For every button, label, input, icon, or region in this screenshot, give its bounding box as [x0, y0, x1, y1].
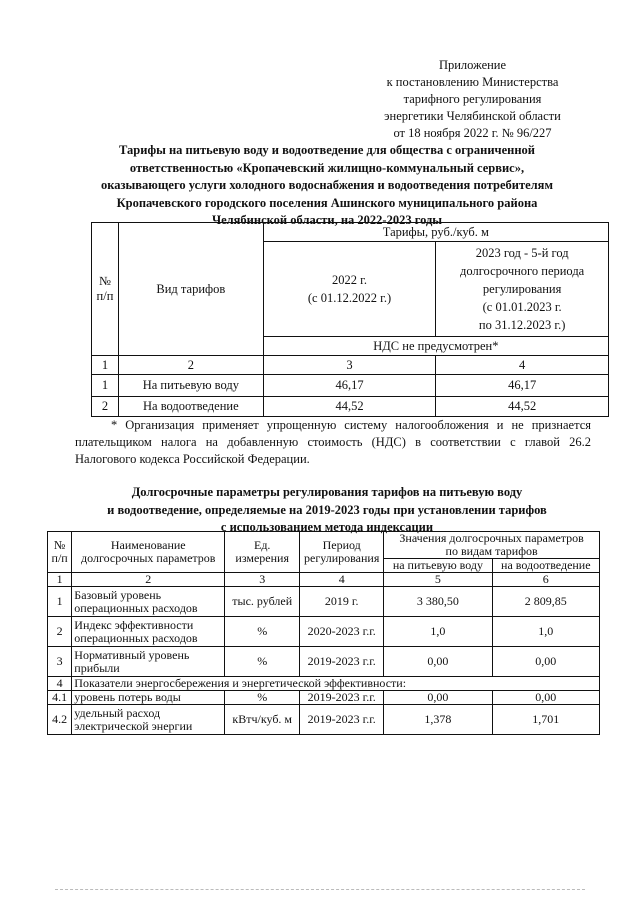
header-line: Значения долгосрочных параметров: [399, 531, 584, 545]
row-name-line: Нормативный уровень: [74, 647, 190, 662]
title-line: с использованием метода индексации: [220, 520, 434, 534]
col-number: 1: [92, 356, 119, 375]
row-name-line: Базовый уровень: [74, 587, 162, 602]
table-row: [48, 617, 600, 647]
appendix-line: энергетики Челябинской области: [384, 109, 561, 123]
header-water: на питьевую воду: [384, 559, 492, 573]
header-tariff-type: Вид тарифов: [118, 223, 263, 356]
row-value-2022: 44,52: [263, 397, 436, 417]
row-num: 4.1: [48, 691, 72, 705]
title-line: Долгосрочные параметры регулирования тарифов на питьевую воду: [131, 485, 523, 499]
row-name: [72, 647, 225, 677]
row-unit: тыс. рублей: [225, 587, 300, 617]
row-value-2023: 44,52: [436, 397, 609, 417]
header-line: 2022 г.: [332, 273, 367, 287]
row-num: 1: [92, 375, 119, 397]
header-line: регулирования: [482, 282, 562, 296]
col-number: 3: [225, 573, 300, 587]
row-name: На водоотведение: [118, 397, 263, 417]
row-water: 1,0: [384, 617, 492, 647]
header-num: [48, 532, 72, 573]
row-water: 1,378: [384, 705, 492, 735]
header-line: долгосрочного периода: [460, 264, 585, 278]
row-name-line: Индекс эффективности: [74, 617, 194, 632]
appendix-line: от 18 ноября 2022 г. № 96/227: [393, 126, 552, 140]
vat-footnote: [75, 417, 591, 468]
header-line: по 31.12.2023 г.): [478, 318, 566, 332]
tariffs-table: [91, 222, 609, 417]
row-name-line: операционных расходов: [74, 600, 198, 615]
header-param-name: [72, 532, 225, 573]
header-unit: [225, 532, 300, 573]
row-water: 0,00: [384, 691, 492, 705]
row-name: На питьевую воду: [118, 375, 263, 397]
appendix-line: Приложение: [438, 58, 507, 72]
row-period: 2019 г.: [300, 587, 384, 617]
title-line: Челябинской области, на 2022-2023 годы: [211, 213, 443, 227]
table-row: [48, 647, 600, 677]
col-number: 3: [263, 356, 436, 375]
page-footer-divider: [55, 889, 585, 890]
header-2023: [436, 242, 609, 337]
header-line: Наименование: [110, 538, 186, 552]
row-name: [72, 705, 225, 735]
header-line: долгосрочных параметров: [81, 551, 216, 565]
header-2022: [263, 242, 436, 337]
appendix-line: тарифного регулирования: [403, 92, 542, 106]
header-sewage: на водоотведение: [492, 559, 599, 573]
row-name-line: электрической энергии: [74, 718, 193, 733]
table-row: [48, 587, 600, 617]
row-name: [72, 617, 225, 647]
appendix-header: [360, 57, 585, 142]
row-num: 4: [48, 677, 72, 691]
row-section-name: Показатели энергосбережения и энергетической эффективности:: [72, 677, 600, 691]
table-row: [92, 397, 609, 417]
col-number: 5: [384, 573, 492, 587]
header-num-line: п/п: [96, 289, 114, 303]
tariffs-title: [62, 142, 592, 230]
row-period: 2019-2023 г.г.: [300, 705, 384, 735]
row-value-2022: 46,17: [263, 375, 436, 397]
footnote-text: * Организация применяет упрощенную систему налогообложения и не признается плательщиком налога на добавленную стоимость (НДС) в соответствии с главой 26.2 Налогового кодекса Российской Федерации.: [75, 418, 591, 466]
table-row: [48, 705, 600, 735]
header-line: (с 01.12.2022 г.): [307, 291, 392, 305]
header-period: [300, 532, 384, 573]
header-line: регулирования: [304, 551, 380, 565]
row-unit: %: [225, 647, 300, 677]
row-name-line: операционных расходов: [74, 630, 198, 645]
row-num: 4.2: [48, 705, 72, 735]
row-name-line: прибыли: [74, 660, 120, 675]
title-line: и водоотведение, определяемые на 2019-2023 годы при установлении тарифов: [107, 502, 547, 517]
table-row: [92, 375, 609, 397]
row-period: 2019-2023 г.г.: [300, 647, 384, 677]
row-num: 3: [48, 647, 72, 677]
header-line: Ед.: [253, 538, 271, 552]
row-name: уровень потерь воды: [72, 691, 225, 705]
row-period: 2020-2023 г.г.: [300, 617, 384, 647]
row-sewage: 1,701: [492, 705, 599, 735]
row-unit: %: [225, 617, 300, 647]
parameters-title: [62, 484, 592, 537]
header-line: (с 01.01.2023 г.: [482, 300, 562, 314]
header-line: по видам тарифов: [445, 544, 538, 558]
row-period: 2019-2023 г.г.: [300, 691, 384, 705]
title-line: оказывающего услуги холодного водоснабжения и водоотведения потребителям: [101, 178, 553, 192]
header-line: Период: [322, 538, 361, 552]
row-num: 2: [92, 397, 119, 417]
row-num: 2: [48, 617, 72, 647]
col-number: 2: [118, 356, 263, 375]
row-value-2023: 46,17: [436, 375, 609, 397]
col-number: 4: [436, 356, 609, 375]
header-line: измерения: [235, 551, 289, 565]
row-name-line: удельный расход: [74, 705, 161, 720]
header-num: [92, 223, 119, 356]
appendix-line: к постановлению Министерства: [386, 75, 559, 89]
header-line: №: [53, 538, 66, 552]
row-unit: кВтч/куб. м: [225, 705, 300, 735]
parameters-table: [47, 531, 600, 735]
header-num-line: №: [99, 274, 111, 288]
row-water: 0,00: [384, 647, 492, 677]
row-sewage: 0,00: [492, 647, 599, 677]
title-line: Кропачевского городского поселения Ашинского муниципального района: [116, 195, 538, 210]
col-number: 2: [72, 573, 225, 587]
title-line: ответственностью «Кропачевский жилищно-коммунальный сервис»,: [129, 160, 525, 175]
header-vat: НДС не предусмотрен*: [263, 337, 608, 356]
header-line: п/п: [51, 551, 68, 565]
row-water: 3 380,50: [384, 587, 492, 617]
row-num: 1: [48, 587, 72, 617]
table-row: [48, 691, 600, 705]
row-unit: %: [225, 691, 300, 705]
row-name: [72, 587, 225, 617]
row-sewage: 2 809,85: [492, 587, 599, 617]
col-number: 1: [48, 573, 72, 587]
header-line: 2023 год - 5-й год: [475, 246, 569, 260]
col-number: 6: [492, 573, 599, 587]
table-row: [48, 677, 600, 691]
title-line: Тарифы на питьевую воду и водоотведение для общества с ограниченной: [119, 143, 535, 157]
header-values: [384, 532, 600, 559]
header-tariffs: Тарифы, руб./куб. м: [263, 223, 608, 242]
row-sewage: 0,00: [492, 691, 599, 705]
col-number: 4: [300, 573, 384, 587]
row-sewage: 1,0: [492, 617, 599, 647]
